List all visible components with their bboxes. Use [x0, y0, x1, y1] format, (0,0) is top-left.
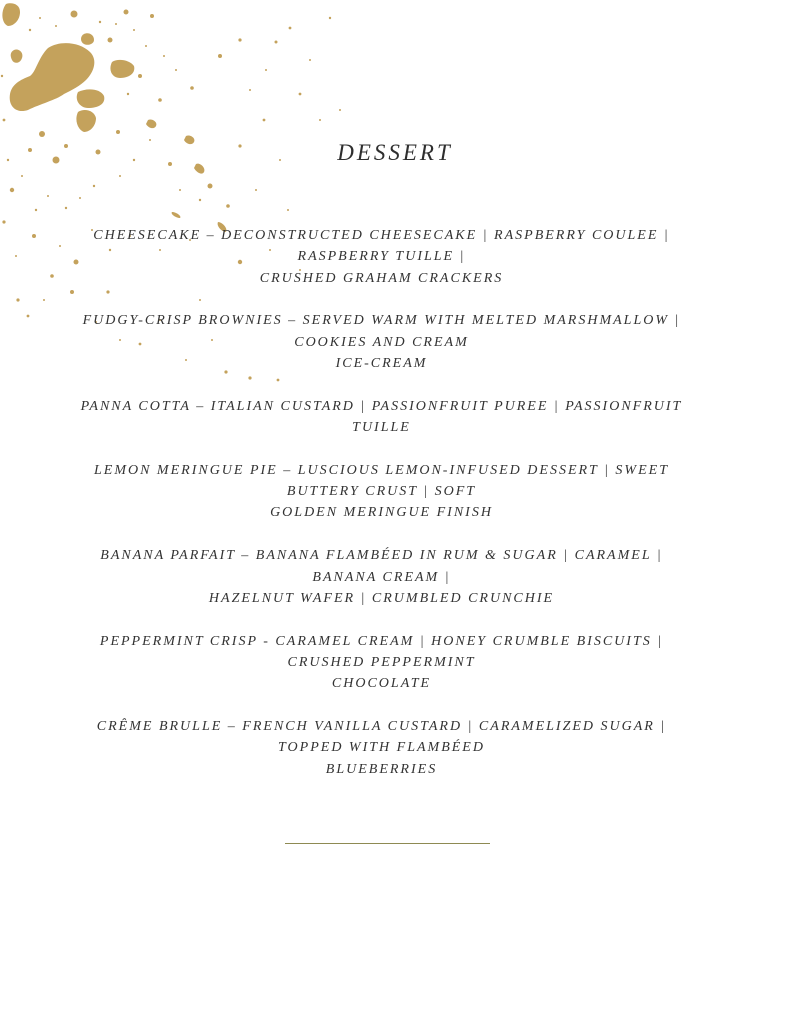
menu-item-line: PANNA COTTA – ITALIAN CUSTARD | PASSIONFRUIT PUREE | PASSIONFRUIT — [80, 398, 683, 414]
menu-item-line: LEMON MERINGUE PIE – LUSCIOUS LEMON-INFUSED DESSERT | SWEET — [93, 462, 669, 478]
dessert-menu — [40, 225, 723, 801]
menu-item-line: CRÊME BRULLE – FRENCH VANILLA CUSTARD | CARAMELIZED SUGAR | — [96, 719, 667, 735]
page-title: DESSERT — [337, 140, 453, 165]
menu-item-line: TUILLE — [352, 420, 411, 436]
menu-item-line: BUTTERY CRUST | SOFT — [286, 484, 477, 500]
menu-item-peppermint-crisp — [40, 631, 723, 695]
menu-item-line: TOPPED WITH FLAMBÉED — [278, 740, 485, 756]
menu-item-line: CRUSHED GRAHAM CRACKERS — [259, 270, 504, 286]
menu-item-creme-brulle — [40, 716, 723, 780]
footer-divider — [285, 843, 490, 844]
menu-item-banana-parfait — [40, 545, 723, 609]
menu-item-line: CHOCOLATE — [331, 676, 432, 692]
menu-item-line: CRUSHED PEPPERMINT — [287, 654, 476, 670]
menu-item-line: BANANA PARFAIT – BANANA FLAMBÉED IN RUM & SUGAR | CARAMEL | — [100, 548, 663, 564]
menu-item-line: HAZELNUT WAFER | CRUMBLED CRUNCHIE — [208, 590, 555, 606]
menu-item-line: BANANA CREAM | — [312, 569, 451, 585]
menu-item-line: COOKIES AND CREAM — [294, 334, 469, 350]
menu-item-line: PEPPERMINT CRISP - CARAMEL CREAM | HONEY CRUMBLE BISCUITS | — [99, 633, 664, 649]
menu-item-brownies — [40, 310, 723, 374]
menu-item-line: BLUEBERRIES — [325, 761, 438, 777]
menu-item-line: CHEESECAKE – DECONSTRUCTED CHEESECAKE | RASPBERRY COULEE | — [93, 228, 670, 243]
menu-item-cheesecake — [40, 225, 723, 289]
menu-item-lemon-meringue-pie — [40, 460, 723, 524]
menu-item-panna-cotta — [40, 396, 723, 439]
menu-item-line: GOLDEN MERINGUE FINISH — [270, 505, 493, 521]
menu-item-line: RASPBERRY TUILLE | — [297, 249, 466, 265]
menu-item-line: ICE-CREAM — [335, 355, 428, 371]
menu-item-line: FUDGY-CRISP BROWNIES – SERVED WARM WITH MELTED MARSHMALLOW | — [82, 313, 681, 329]
